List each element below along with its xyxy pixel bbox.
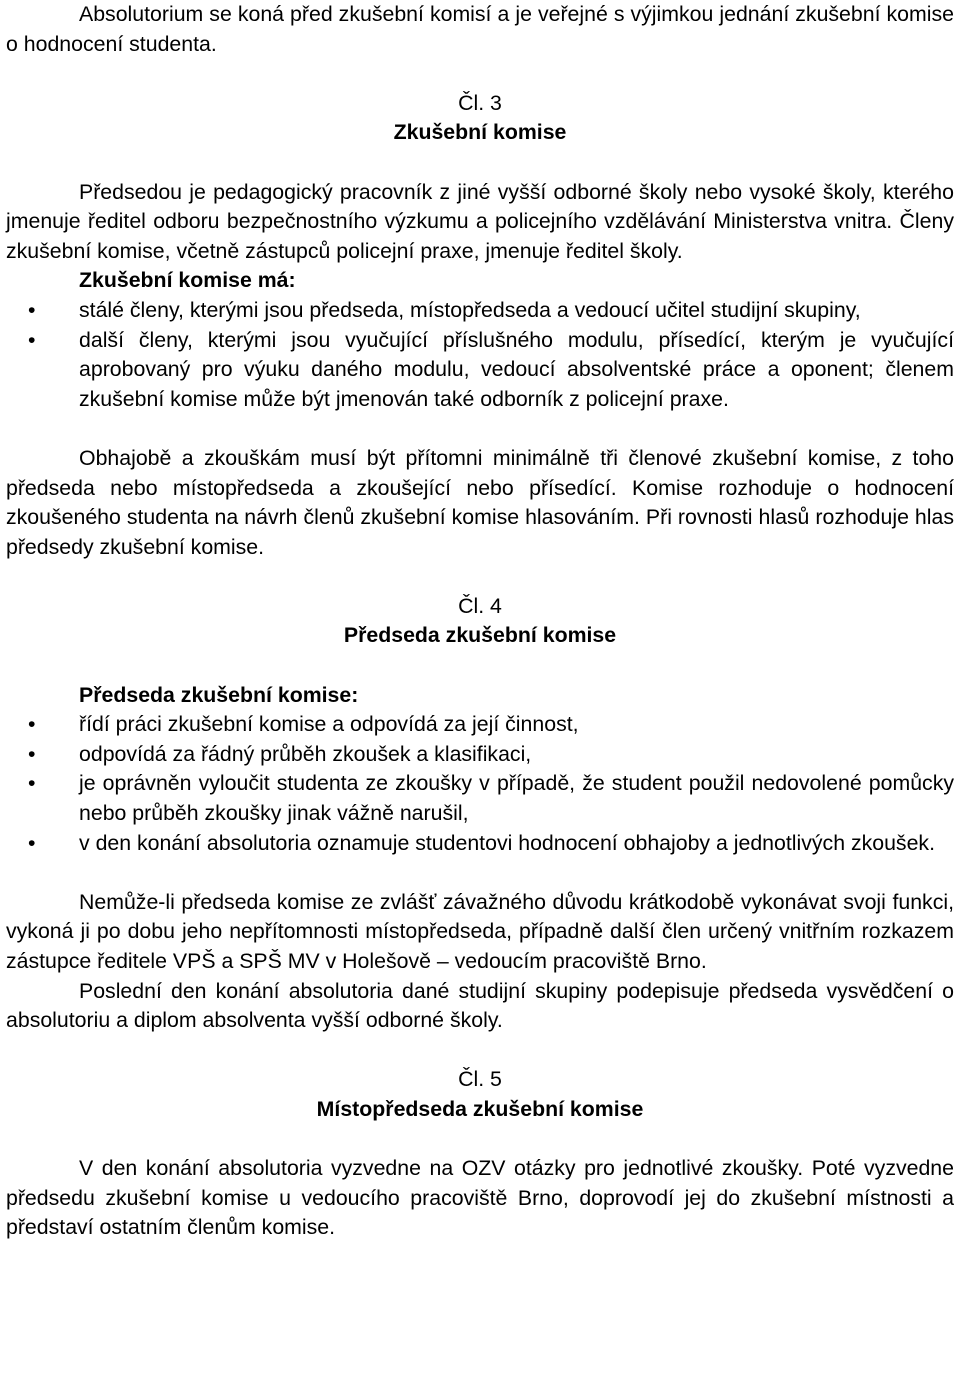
- article-5-number: Čl. 5: [458, 1067, 502, 1092]
- document-page: [6, 0, 954, 1243]
- article-3-title: Zkušební komise: [393, 120, 567, 145]
- list-item: • v den konání absolutoria oznamuje studentovi hodnocení obhajoby a jednotlivých zkoušek.: [6, 829, 954, 859]
- list-item: • řídí práci zkušební komise a odpovídá za její činnost,: [6, 710, 954, 740]
- article-3-list: [6, 296, 954, 414]
- article-4-title: Předseda zkušební komise: [343, 623, 617, 648]
- list-item: • stálé členy, kterými jsou předseda, místopředseda a vedoucí učitel studijní skupiny,: [6, 296, 954, 326]
- article-3-paragraph-2: Obhajobě a zkouškám musí být přítomni minimálně tři členové zkušební komise, z toho předseda nebo místopředseda a zkoušející nebo přísedící. Komise rozhoduje o hodnocení zkoušeného studenta na návrh členů zkušební komise hlasováním. Při rovnosti hlasů rozhoduje hlas předsedy zkušební komise.: [6, 445, 954, 559]
- list-item: • další členy, kterými jsou vyučující příslušného modulu, přísedící, kterým je vyučující aprobovaný pro výuku daného modulu, vedoucí absolventské práce a oponent; členem zkušební komise může být jmenován také odborník z policejní praxe.: [6, 326, 954, 415]
- article-3-paragraph-1: Předsedou je pedagogický pracovník z jiné vyšší odborné školy nebo vysoké školy, kterého jmenuje ředitel odboru bezpečnostního výzkumu a policejního vzdělávání Ministerstva vnitra. Členy zkušební komise, včetně zástupců policejní praxe, jmenuje ředitel školy.: [6, 179, 954, 263]
- article-4-list-heading: Předseda zkušební komise:: [79, 682, 359, 707]
- article-5-paragraph-1: V den konání absolutoria vyzvedne na OZV otázky pro jednotlivé zkoušky. Poté vyzvedne předsedu zkušební komise u vedoucího pracoviště Brno, doprovodí jej do zkušební místnosti a představí ostatním členům komise.: [6, 1156, 954, 1240]
- article-3-number: Čl. 3: [458, 90, 502, 115]
- article-4-list: [6, 710, 954, 858]
- list-item: • je oprávněn vyloučit studenta ze zkoušky v případě, že student použil nedovolené pomůcky nebo průběh zkoušky jinak vážně narušil,: [6, 769, 954, 828]
- article-3-list-heading: Zkušební komise má:: [79, 268, 296, 293]
- article-4-paragraph-2: Poslední den konání absolutoria dané studijní skupiny podepisuje předseda vysvědčení o absolutoriu a diplom absolventa vyšší odborné školy.: [6, 978, 954, 1033]
- intro-paragraph: Absolutorium se koná před zkušební komisí a je veřejné s výjimkou jednání zkušební komise o hodnocení studenta.: [6, 2, 954, 56]
- article-4-number: Čl. 4: [458, 593, 502, 618]
- article-5-title: Místopředseda zkušební komise: [316, 1096, 644, 1121]
- list-item: • odpovídá za řádný průběh zkoušek a klasifikaci,: [6, 740, 954, 770]
- article-4-paragraph-1: Nemůže-li předseda komise ze zvlášť závažného důvodu krátkodobě vykonávat svoji funkci, vykoná ji po dobu jeho nepřítomnosti místopředseda, případně další člen určený vnitřním rozkazem zástupce ředitele VPŠ a SPŠ MV v Holešově – vedoucím pracoviště Brno.: [6, 889, 954, 973]
